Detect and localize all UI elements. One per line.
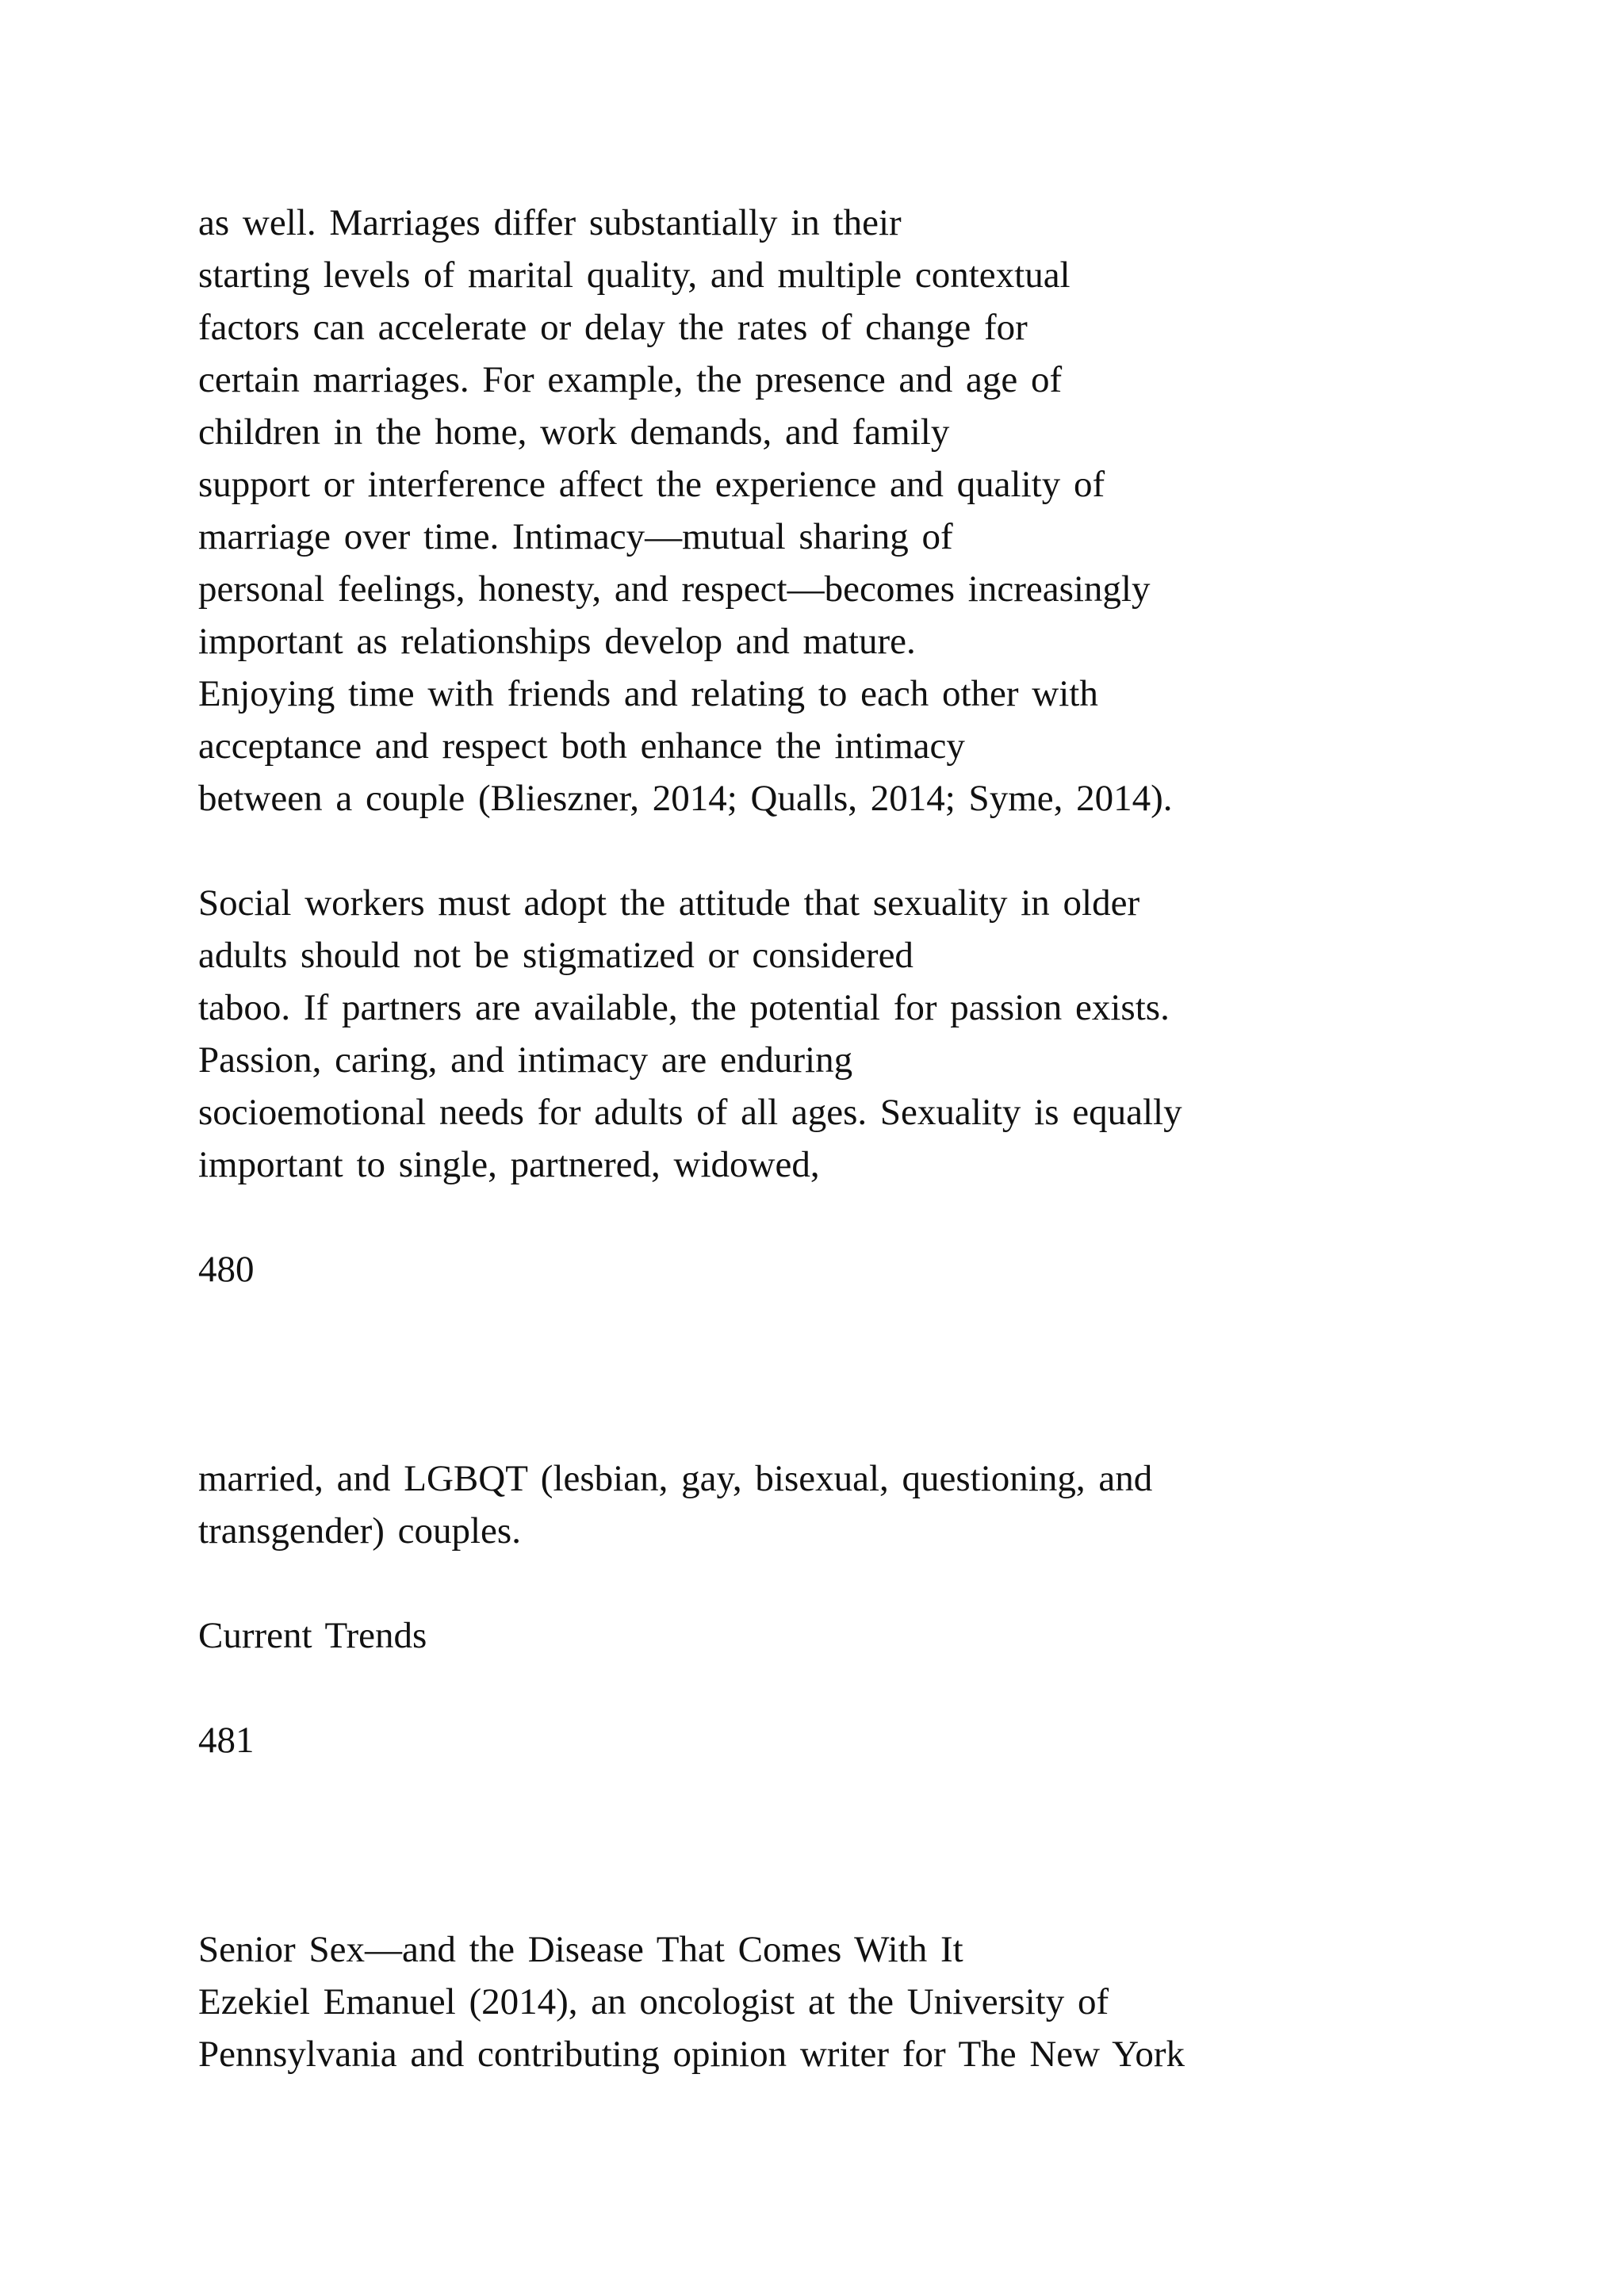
text-line: taboo. If partners are available, the potential for passion exists.: [198, 987, 1170, 1028]
text-line: socioemotional needs for adults of all ages. Sexuality is equally: [198, 1092, 1182, 1133]
page-number: 480: [198, 1249, 255, 1290]
text-line: acceptance and respect both enhance the intimacy: [198, 725, 965, 767]
text-line: personal feelings, honesty, and respect—becomes increasingly: [198, 568, 1151, 610]
text-line: adults should not be stigmatized or considered: [198, 935, 914, 976]
text-line: as well. Marriages differ substantially in their: [198, 202, 902, 243]
page-number: 481: [198, 1720, 255, 1761]
subsection-heading: Senior Sex—and the Disease That Comes With It: [198, 1929, 963, 1970]
text-line: Social workers must adopt the attitude that sexuality in older: [198, 882, 1140, 924]
text-line: Pennsylvania and contributing opinion writer for The New York: [198, 2034, 1185, 2075]
text-line: Enjoying time with friends and relating to each other with: [198, 673, 1098, 714]
text-line: married, and LGBQT (lesbian, gay, bisexual, questioning, and: [198, 1458, 1153, 1499]
text-line: children in the home, work demands, and family: [198, 411, 950, 453]
text-line: Ezekiel Emanuel (2014), an oncologist at the University of: [198, 1981, 1109, 2022]
text-line: important to single, partnered, widowed,: [198, 1144, 820, 1185]
text-line: support or interference affect the experience and quality of: [198, 464, 1105, 505]
text-line: between a couple (Blieszner, 2014; Qualls, 2014; Syme, 2014).: [198, 778, 1173, 819]
text-line: factors can accelerate or delay the rates of change for: [198, 307, 1028, 348]
text-line: Passion, caring, and intimacy are enduring: [198, 1039, 853, 1081]
text-line: certain marriages. For example, the presence and age of: [198, 359, 1063, 400]
text-line: starting levels of marital quality, and multiple contextual: [198, 254, 1071, 296]
text-line: important as relationships develop and mature.: [198, 621, 916, 662]
text-line: transgender) couples.: [198, 1510, 521, 1552]
text-line: marriage over time. Intimacy—mutual sharing of: [198, 516, 953, 557]
section-heading: Current Trends: [198, 1615, 427, 1656]
